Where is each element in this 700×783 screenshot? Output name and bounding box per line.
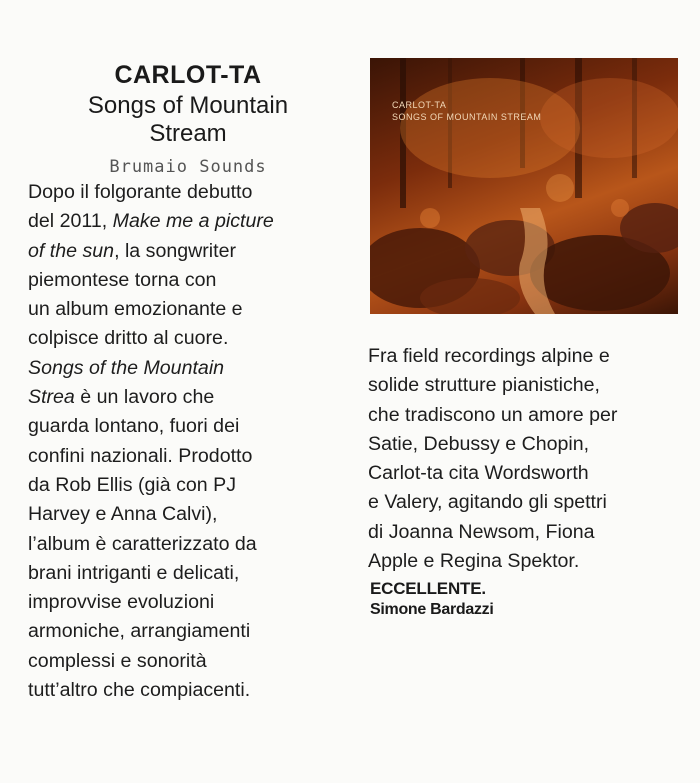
review-line: Carlot-ta cita Wordsworth [368,462,589,485]
line-text: Dopo il folgorante debutto [28,181,253,203]
review-line [28,617,348,646]
review-line [28,530,348,559]
cover-title-text: SONGS OF MOUNTAIN STREAM [392,112,542,122]
review-line [28,559,348,588]
line-text: brani intriganti e delicati, [28,561,240,584]
artist-name: CARLOT-TA [114,61,262,89]
album-cover-image [370,58,678,314]
line-text: del 2011, [28,210,113,233]
line-text: , la songwriter [114,239,237,262]
review-verdict: ECCELLENTE. [370,579,486,599]
review-line [28,354,348,383]
review-line [28,324,348,353]
line-text: piemontese torna con [28,268,217,291]
album-title [28,92,348,148]
review-left-column [28,60,348,705]
review-line: Satie, Debussy e Chopin, [368,432,590,455]
line-text: l’album è caratterizzato da [28,532,257,555]
review-body-left [28,178,348,705]
album-title-line-2: Stream [149,120,227,147]
review-line [28,383,348,412]
review-line [28,412,348,441]
review-line [28,266,348,295]
review-line [28,471,348,500]
italic-title-text: Songs of the Mountain [28,356,225,379]
review-line [28,237,348,266]
line-text: complessi e sonorità [28,649,207,672]
line-text: da Rob Ellis (già con PJ [28,473,237,496]
review-line: che tradiscono un amore per [368,403,618,426]
italic-title-text: Make me a picture [112,210,274,233]
line-text: Harvey e Anna Calvi), [28,503,218,526]
line-text: improvvise evoluzioni [28,591,215,614]
line-text: guarda lontano, fuori dei [28,415,240,438]
italic-title-text: of the sun [28,239,115,262]
review-line [28,295,348,324]
review-line [28,588,348,617]
review-line [28,178,348,207]
line-text: confini nazionali. Prodotto [28,444,253,467]
review-line [28,647,348,676]
review-author: Simone Bardazzi [370,601,494,619]
review-line: Apple e Regina Spektor. [368,550,580,573]
line-text: armoniche, arrangiamenti [28,620,251,643]
review-line [28,676,348,705]
review-body-right [368,342,688,576]
line-text: un album emozionante e [28,298,243,321]
line-text: è un lavoro che [74,386,215,409]
line-text: tutt’altro che compiacenti. [28,679,251,702]
review-right-column [368,58,688,620]
review-line: solide strutture pianistiche, [368,374,600,397]
review-line: e Valery, agitando gli spettri [368,491,607,514]
record-label: Brumaio Sounds [109,157,267,177]
cover-artist-text: CARLOT-TA [392,100,447,110]
album-title-line-1: Songs of Mountain [87,92,289,119]
line-text: colpisce dritto al cuore. [28,327,229,350]
forest-stream-artwork [370,58,678,314]
review-line: Fra field recordings alpine e [368,345,610,367]
review-line [28,500,348,529]
review-line [28,207,348,236]
review-line: di Joanna Newsom, Fiona [368,520,595,543]
review-line [28,442,348,471]
italic-title-text: Strea [28,386,75,409]
